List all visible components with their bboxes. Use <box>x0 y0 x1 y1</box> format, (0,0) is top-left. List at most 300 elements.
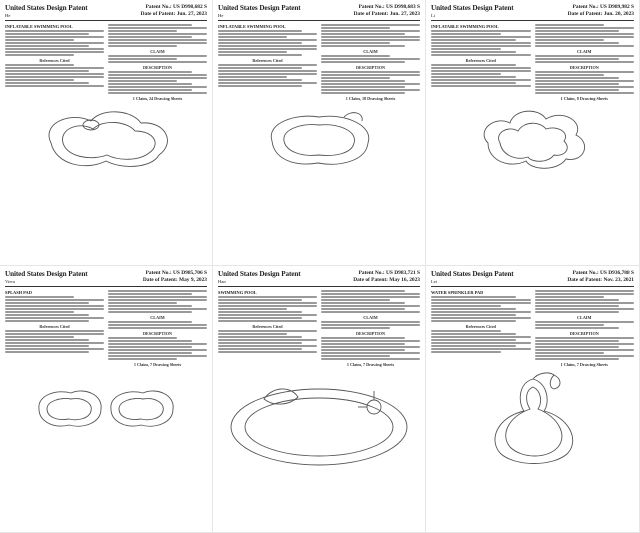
text-line <box>321 33 405 35</box>
patent-date: Date of Patent: Jun. 27, 2023 <box>353 11 420 17</box>
text-line <box>218 317 302 319</box>
text-line <box>218 351 317 353</box>
patent-inventor: Li <box>431 13 436 18</box>
claim-heading: CLAIM <box>150 48 165 54</box>
text-line <box>535 86 635 88</box>
text-line <box>321 89 420 91</box>
patent-page-2 <box>213 0 426 266</box>
text-line <box>535 352 605 354</box>
text-line <box>108 77 207 79</box>
text-line <box>5 336 74 338</box>
text-line <box>431 64 516 66</box>
text-line <box>5 85 104 87</box>
text-line <box>218 70 317 72</box>
text-line <box>5 333 104 335</box>
text-line <box>218 333 287 335</box>
patent-office: United States Design Patent <box>5 270 88 278</box>
text-line <box>5 67 104 69</box>
text-line <box>108 352 192 354</box>
text-line <box>218 39 317 41</box>
text-line <box>431 308 516 310</box>
text-line <box>108 355 207 357</box>
text-line <box>5 339 89 341</box>
text-line <box>218 82 317 84</box>
text-line <box>108 321 192 323</box>
text-line <box>5 36 104 38</box>
pool-flower-drawing <box>431 103 634 173</box>
references-heading: References Cited <box>465 323 496 329</box>
pool-lily-figure <box>31 103 181 173</box>
text-line <box>321 24 420 26</box>
references-heading: References Cited <box>39 323 70 329</box>
text-line <box>218 42 302 44</box>
text-line <box>535 83 620 85</box>
text-line <box>5 33 89 35</box>
text-line <box>108 358 177 360</box>
patent-page-5 <box>213 266 426 533</box>
text-line <box>431 30 531 32</box>
text-line <box>431 54 531 56</box>
sheet-caption: 1 Claim, 7 Drawing Sheets <box>133 361 182 367</box>
text-line <box>535 340 620 342</box>
patent-number: Patent No.: US D985,706 S <box>145 270 207 276</box>
text-line <box>535 290 635 292</box>
text-line <box>5 302 89 304</box>
text-line <box>431 351 501 353</box>
text-line <box>321 290 405 292</box>
description-heading: DESCRIPTION <box>355 64 386 70</box>
patent-page-1 <box>0 0 213 266</box>
text-line <box>321 92 405 94</box>
text-line <box>5 64 74 66</box>
text-line <box>218 308 287 310</box>
claim-heading: CLAIM <box>577 314 592 320</box>
patent-number: Patent No.: US D936,788 S <box>572 270 634 276</box>
patent-title: INFLATABLE SWIMMING POOL <box>431 24 499 29</box>
text-line <box>321 352 420 354</box>
text-line <box>321 321 420 323</box>
abstract-column <box>321 23 420 103</box>
patent-title: WATER SPRINKLER PAD <box>431 290 484 295</box>
text-line <box>5 314 89 316</box>
text-line <box>431 73 501 75</box>
text-line <box>218 45 317 47</box>
text-line <box>108 83 192 85</box>
text-line <box>431 67 531 69</box>
text-line <box>535 346 620 348</box>
text-line <box>5 308 104 310</box>
text-line <box>5 70 89 72</box>
sheet-caption: 1 Claim, 7 Drawing Sheets <box>346 361 395 367</box>
patent-number: Patent No.: US D998,683 S <box>358 4 420 10</box>
text-line <box>535 45 635 47</box>
text-line <box>535 337 635 339</box>
text-line <box>5 45 89 47</box>
text-line <box>108 311 192 313</box>
text-line <box>5 305 104 307</box>
abstract-column <box>535 23 635 103</box>
text-line <box>108 346 192 348</box>
text-line <box>218 76 287 78</box>
claim-heading: CLAIM <box>363 314 378 320</box>
text-line <box>321 61 405 63</box>
patent-header <box>5 4 207 21</box>
references-heading: References Cited <box>252 323 283 329</box>
text-line <box>108 340 192 342</box>
text-line <box>321 36 420 38</box>
text-line <box>218 320 317 322</box>
sheet-caption: 1 Claim, 18 Drawing Sheets <box>345 95 396 101</box>
text-line <box>5 348 104 350</box>
text-line <box>321 71 420 73</box>
text-line <box>321 358 420 360</box>
text-line <box>431 33 501 35</box>
patent-number: Patent No.: US D998,682 S <box>145 4 207 10</box>
text-line <box>218 54 302 56</box>
patent-inventor: Lei <box>431 279 438 284</box>
patent-title: SWIMMING POOL <box>218 290 257 295</box>
text-line <box>431 339 516 341</box>
text-line <box>218 36 287 38</box>
text-line <box>321 302 405 304</box>
text-line <box>5 51 104 53</box>
patent-office: United States Design Patent <box>431 270 514 278</box>
pool-ring-drawing <box>218 103 420 173</box>
references-heading: References Cited <box>39 57 70 63</box>
text-line <box>108 86 207 88</box>
patent-office: United States Design Patent <box>218 4 301 12</box>
patent-header <box>5 270 207 287</box>
text-line <box>535 36 635 38</box>
text-line <box>218 30 302 32</box>
text-line <box>321 311 420 313</box>
text-line <box>431 330 501 332</box>
text-line <box>218 67 302 69</box>
text-line <box>321 299 390 301</box>
text-line <box>5 342 104 344</box>
text-line <box>108 327 207 329</box>
abstract-column <box>108 289 207 369</box>
text-line <box>535 305 620 307</box>
pool-flower-figure <box>458 103 608 173</box>
text-line <box>431 305 501 307</box>
text-line <box>108 24 192 26</box>
text-line <box>431 345 516 347</box>
text-line <box>321 324 420 326</box>
text-line <box>108 71 192 73</box>
text-line <box>535 58 620 60</box>
text-line <box>218 336 302 338</box>
text-line <box>535 355 635 357</box>
text-line <box>218 33 317 35</box>
text-line <box>431 336 531 338</box>
text-line <box>5 76 104 78</box>
text-line <box>321 337 405 339</box>
text-line <box>218 305 317 307</box>
text-line <box>535 296 605 298</box>
text-line <box>218 79 302 81</box>
text-line <box>431 333 516 335</box>
text-line <box>5 73 104 75</box>
text-line <box>431 311 531 313</box>
text-line <box>321 42 390 44</box>
text-line <box>535 327 620 329</box>
patent-inventor: Han <box>218 279 226 284</box>
text-line <box>535 55 635 57</box>
sheet-caption: 1 Claim, 7 Drawing Sheets <box>560 361 608 367</box>
text-line <box>321 58 420 60</box>
text-line <box>431 70 531 72</box>
description-heading: DESCRIPTION <box>142 64 173 70</box>
description-heading: DESCRIPTION <box>142 330 173 336</box>
text-line <box>431 317 531 319</box>
text-line <box>218 314 317 316</box>
text-line <box>321 349 405 351</box>
text-line <box>218 51 287 53</box>
text-line <box>218 85 302 87</box>
references-heading: References Cited <box>465 57 496 63</box>
text-line <box>321 86 405 88</box>
patent-inventor: Viera <box>5 279 15 284</box>
text-line <box>108 27 207 29</box>
patent-page-6 <box>426 266 640 533</box>
patent-office: United States Design Patent <box>431 4 514 12</box>
patent-header <box>218 270 420 287</box>
text-line <box>321 305 420 307</box>
sheet-caption: 1 Claim, 8 Drawing Sheets <box>560 95 608 101</box>
abstract-column <box>108 23 207 103</box>
text-line <box>218 348 302 350</box>
text-line <box>5 320 89 322</box>
text-line <box>535 311 620 313</box>
text-line <box>108 42 207 44</box>
text-line <box>431 342 531 344</box>
text-line <box>108 89 192 91</box>
patent-header <box>431 4 634 21</box>
text-line <box>535 77 620 79</box>
text-line <box>108 349 207 351</box>
text-line <box>108 290 207 292</box>
text-line <box>108 45 177 47</box>
text-line <box>321 296 420 298</box>
text-line <box>5 82 89 84</box>
text-line <box>5 311 74 313</box>
text-line <box>321 327 390 329</box>
text-line <box>431 45 531 47</box>
text-line <box>535 74 605 76</box>
text-line <box>431 48 501 50</box>
text-line <box>431 320 516 322</box>
text-line <box>535 80 635 82</box>
text-line <box>321 77 390 79</box>
text-line <box>535 358 620 360</box>
patent-number: Patent No.: US D983,721 S <box>358 270 420 276</box>
text-line <box>321 80 405 82</box>
text-line <box>218 311 302 313</box>
text-line <box>5 42 104 44</box>
text-line <box>431 302 531 304</box>
text-line <box>321 83 420 85</box>
text-line <box>431 85 531 87</box>
patent-date: Date of Patent: May 9, 2023 <box>142 277 207 283</box>
splash-pads-figure <box>31 369 181 439</box>
patent-title: INFLATABLE SWIMMING POOL <box>5 24 73 29</box>
text-line <box>218 342 302 344</box>
text-line <box>535 324 605 326</box>
text-line <box>321 343 405 345</box>
text-line <box>431 76 516 78</box>
text-line <box>108 293 192 295</box>
patent-title: INFLATABLE SWIMMING POOL <box>218 24 286 29</box>
text-line <box>5 299 104 301</box>
text-line <box>321 27 390 29</box>
text-line <box>218 345 317 347</box>
pool-ring-figure <box>244 103 394 173</box>
text-line <box>218 299 302 301</box>
text-line <box>218 64 317 66</box>
patent-date: Date of Patent: May 16, 2023 <box>353 277 420 283</box>
text-line <box>108 305 192 307</box>
text-line <box>108 30 177 32</box>
text-line <box>108 299 207 301</box>
text-line <box>431 79 531 81</box>
text-line <box>108 39 207 41</box>
patent-title: SPLASH PAD <box>5 290 32 295</box>
text-line <box>108 308 207 310</box>
text-line <box>535 33 635 35</box>
text-line <box>535 71 635 73</box>
pool-large-figure <box>224 369 414 469</box>
text-line <box>108 33 207 35</box>
text-line <box>431 39 516 41</box>
text-line <box>535 299 620 301</box>
text-line <box>321 355 390 357</box>
claim-heading: CLAIM <box>150 314 165 320</box>
text-line <box>431 348 531 350</box>
text-line <box>108 80 177 82</box>
references-heading: References Cited <box>252 57 283 63</box>
text-line <box>5 39 74 41</box>
text-line <box>108 324 207 326</box>
biblio-column <box>431 23 531 103</box>
text-line <box>321 346 420 348</box>
text-line <box>321 293 420 295</box>
patent-date: Date of Patent: Jun. 20, 2023 <box>567 11 634 17</box>
text-line <box>535 302 635 304</box>
text-line <box>535 321 635 323</box>
patent-date: Date of Patent: Jun. 27, 2023 <box>140 11 207 17</box>
claim-heading: CLAIM <box>363 48 378 54</box>
biblio-column <box>431 289 531 369</box>
text-line <box>431 296 516 298</box>
text-line <box>218 330 317 332</box>
text-line <box>431 36 531 38</box>
text-line <box>431 51 516 53</box>
text-line <box>108 61 207 63</box>
text-line <box>431 299 531 301</box>
text-line <box>218 339 317 341</box>
patent-inventor: He <box>5 13 11 18</box>
patent-date: Date of Patent: Nov. 23, 2021 <box>567 277 634 283</box>
text-line <box>535 24 605 26</box>
text-line <box>321 30 420 32</box>
text-line <box>535 349 635 351</box>
text-line <box>535 343 635 345</box>
text-line <box>535 27 635 29</box>
abstract-column <box>535 289 635 369</box>
text-line <box>108 74 207 76</box>
text-line <box>321 340 420 342</box>
biblio-column <box>218 23 317 103</box>
patent-office: United States Design Patent <box>5 4 88 12</box>
sheet-caption: 1 Claim, 24 Drawing Sheets <box>132 95 183 101</box>
text-line <box>5 48 104 50</box>
sprinkler-pear-figure <box>458 369 608 469</box>
text-line <box>108 296 207 298</box>
text-line <box>218 48 317 50</box>
description-heading: DESCRIPTION <box>569 330 599 336</box>
text-line <box>218 302 317 304</box>
description-heading: DESCRIPTION <box>569 64 599 70</box>
text-line <box>535 89 620 91</box>
text-line <box>535 92 635 94</box>
text-line <box>108 343 207 345</box>
text-line <box>535 42 620 44</box>
biblio-column <box>5 23 104 103</box>
patent-number: Patent No.: US D989,982 S <box>572 4 634 10</box>
text-line <box>5 351 89 353</box>
text-line <box>535 39 605 41</box>
text-line <box>321 55 390 57</box>
text-line <box>321 39 420 41</box>
text-line <box>5 317 104 319</box>
text-line <box>108 36 192 38</box>
patent-inventor: He <box>218 13 224 18</box>
patent-page-4 <box>0 266 213 533</box>
text-line <box>431 82 516 84</box>
text-line <box>5 30 104 32</box>
text-line <box>321 45 405 47</box>
text-line <box>108 55 207 57</box>
text-line <box>108 302 177 304</box>
text-line <box>218 296 317 298</box>
text-line <box>5 330 104 332</box>
claim-heading: CLAIM <box>577 48 592 54</box>
text-line <box>108 337 177 339</box>
text-line <box>5 345 89 347</box>
text-line <box>535 308 635 310</box>
text-line <box>535 61 635 63</box>
description-heading: DESCRIPTION <box>355 330 386 336</box>
abstract-column <box>321 289 420 369</box>
text-line <box>5 54 74 56</box>
text-line <box>535 293 635 295</box>
text-line <box>431 42 531 44</box>
text-line <box>5 296 74 298</box>
text-line <box>535 30 620 32</box>
pool-lily-drawing <box>5 103 207 173</box>
biblio-column <box>218 289 317 369</box>
patent-office: United States Design Patent <box>218 270 301 278</box>
text-line <box>108 58 177 60</box>
pool-large-drawing <box>218 369 420 469</box>
biblio-column <box>5 289 104 369</box>
patent-page-3 <box>426 0 640 266</box>
text-line <box>321 74 420 76</box>
text-line <box>321 308 405 310</box>
patent-header <box>431 270 634 287</box>
text-line <box>431 314 516 316</box>
